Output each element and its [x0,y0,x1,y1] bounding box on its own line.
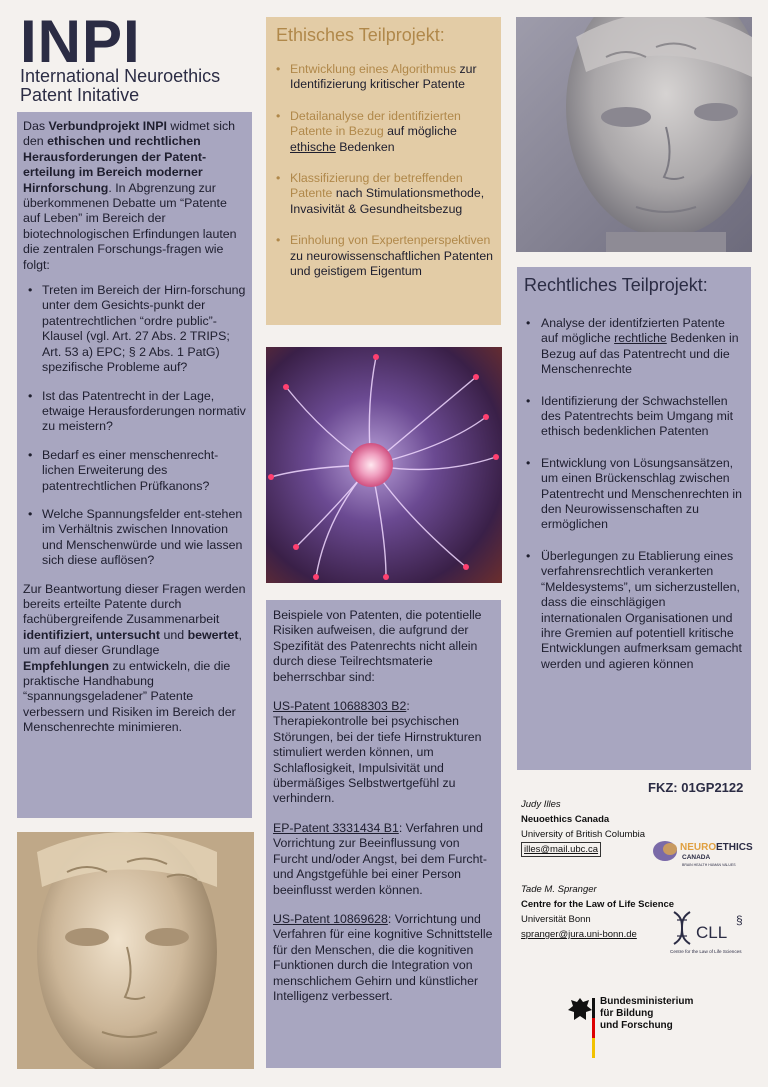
bmbf-logo [562,990,712,1060]
legal-item [524,316,743,378]
ethics-item [276,233,495,279]
text: zu neurowissenschaftlichen Patenten und geistigem Eigentum [290,248,494,279]
neuroethics-canada-logo [652,838,756,868]
patent-description: Verfahren und Vorrichtung zur Beeinflussung von Furcht und/oder Angst, bei dem Furcht- und Angstgefühle bei einer Person beeinflusst werden können. [273,820,487,897]
underlined-text: rechtliche [614,331,667,346]
contact-email-link[interactable]: illes@mail.ubc.ca [521,842,601,857]
patent-description: Vorrichtung und Verfahren für eine kognitive Schnittstelle für den Menschen, die die kognitiven Funktionen durch die Integration von menschlichem Gehirn und künstlicher Intelligenz verbessert. [273,911,493,1003]
ethics-item [276,62,495,93]
legal-panel [517,267,751,770]
text: Analyse der identifzierten Patente auf mögliche [541,316,725,346]
intro-panel [17,112,252,818]
contact-org: Neuoethics Canada [521,814,610,825]
text: zu entwickeln, die die praktische Handhabung “spannungsgeladener” Patente verbessern und Risiken im Bereich der Menschenrechte minimieren. [23,658,236,735]
highlight: Einholung von Expertenperspektiven [290,233,491,248]
question-item: • Treten im Bereich der Hirn-forschung unter dem Gesichts-punkt der patentrechtlichen “ordre public”-Klausel (vgl. Art. 27 Abs. 2 TRIPS; Art. 53 a) EPC; § 2 Abs. 1 PatG) spezifische Probleme auf? [23,283,246,375]
legal-list [524,316,743,672]
logo-text: Centre for the Law of Life Sciences [670,949,742,954]
highlight: Entwicklung eines Algorithmus [290,62,457,76]
logo-text: CANADA [682,854,711,861]
colon: : [406,699,410,714]
text: widmet sich den [23,119,236,149]
research-questions [23,283,246,569]
logo-text: ETHICS [716,842,753,853]
text: zur Identifizierung kritischer Patente [290,62,477,92]
text-bold: Empfehlungen [23,658,110,673]
cll-logo [668,908,756,956]
text: Zur Beantwortung dieser Fragen werden bereits erteilte Patente durch fachübergreifende Zusammenarbeit [23,581,246,627]
statue-head-image-bottom [17,832,254,1069]
text: . In Abgrenzung zur überkommenen Debatte um “Patente auf Leben” im Bereich der biotechnologischen Erfindungen lauten die zentralen Forschungs-fragen wie folgt: [23,180,237,272]
contact-name: Tade M. Spranger [521,884,597,895]
logo-text: NEURO [680,842,717,853]
text: nach Stimulationsmethode, Invasivität & Gesundheitsbezug [290,186,485,216]
patent-entry [273,821,495,898]
legal-item: • Entwicklung von Lösungsansätzen, um einen Brückenschlag zwischen Patentrecht und Menschenrechten in den Neurowissenschaften zu ermöglichen [524,456,743,533]
plasma-ball-image [266,347,502,583]
funding-code: FKZ: 01GP2122 [648,780,744,795]
ethics-panel [266,17,501,325]
ethics-list [276,62,495,279]
legal-item: • Überlegungen zu Etablierung eines verfahrensrechtlich verankerten “Meldesystems”, um sicherzustellen, dass die einschlägigen internationalen Organisationen und ihre Gremien auf potentiell kritische Entwicklungen aufmerksam gemacht werden und agieren können [524,549,743,672]
contact-block-1 [521,797,645,857]
patent-number: EP-Patent 3331434 B1 [273,820,399,835]
contact-institution: University of British Columbia [521,829,646,840]
contact-name: Judy Illes [521,799,561,810]
logo-text: CLL [696,923,728,942]
legal-title: Rechtliches Teilprojekt: [524,275,708,295]
ethics-title: Ethisches Teilprojekt: [276,25,445,45]
underlined-text: ethische [290,139,336,154]
text: und [160,627,188,642]
question-item: • Welche Spannungsfelder ent-stehen im Verhältnis zwischen Innovation und Menschenwürde und wie lassen sich diese auflösen? [23,507,246,569]
logo-text: und Forschung [600,1020,673,1031]
question-item: • Ist das Patentrecht in der Lage, etwaige Herausforderungen normativ zu meistern? [23,389,246,435]
logo-text: für Bildung [600,1008,654,1019]
contact-institution: Universität Bonn [521,914,591,925]
ethics-item [276,109,495,155]
colon: : [387,911,392,926]
patent-description: Therapiekontrolle bei psychischen Störungen, bei der tiefe Hirnstrukturen stimuliert werden können, um Schlaflosigkeit, Impulsivität und übermäßiges Selbstwertgefühl zu verhindern. [273,714,482,806]
patent-entry [273,912,495,1004]
text-bold: Verbundprojekt INPI [48,119,167,133]
text: Das [23,119,49,133]
method-paragraph [23,582,246,736]
text: , um auf dieser Grundlage [23,627,242,658]
highlight: Detailanalyse der identifizierten Patente in Bezug [290,108,461,139]
contact-email-link[interactable]: spranger@jura.uni-bonn.de [521,929,637,940]
patents-intro: Beispiele von Patenten, die potentielle Risiken aufweisen, die aufgrund der Spezifität des Patenrechts nicht allein durch diese Teilrechtsmaterie beherrschbar sind: [273,608,482,684]
text: Bedenken [335,139,395,154]
contact-block-2 [521,882,674,942]
colon: : [398,820,403,835]
logo-text: Bundesministerium [600,996,694,1007]
contact-org: Centre for the Law of Life Science [521,899,675,910]
text-bold: ethischen und rechtlichen Herausforderungen der Patent-erteilung im Bereich moderner Hirnforschung [23,134,207,195]
patents-panel [266,600,501,1068]
legal-item: • Identifizierung der Schwachstellen des Patentrechts beim Umgang mit ethisch bedenklichen Patenten [524,394,743,440]
logo-text: § [736,913,743,927]
text: auf mögliche [383,124,457,139]
patent-entry [273,699,495,807]
text-bold: identifiziert, untersucht [23,627,160,642]
patent-number: US-Patent 10688303 B2 [273,699,407,714]
highlight: Klassifizierung der betreffenden Patente [290,171,463,201]
patent-number: US-Patent 10869628 [273,911,388,926]
subtitle: International Neuroethics Patent Initative [20,66,221,105]
question-item: • Bedarf es einer menschenrecht-lichen Erweiterung des patentrechtlichen Prüfkanons? [23,448,246,494]
logo-text: BRAIN HEALTH HUMAN VALUES [682,863,736,867]
statue-head-image-top [516,17,752,252]
logo-title: INPI [20,8,141,75]
intro-paragraph [23,119,246,273]
ethics-item [276,171,495,217]
text-bold: bewertet [187,627,239,642]
text: Bedenken in Bezug auf das Patentrecht und die Menschenrechte [541,331,739,377]
